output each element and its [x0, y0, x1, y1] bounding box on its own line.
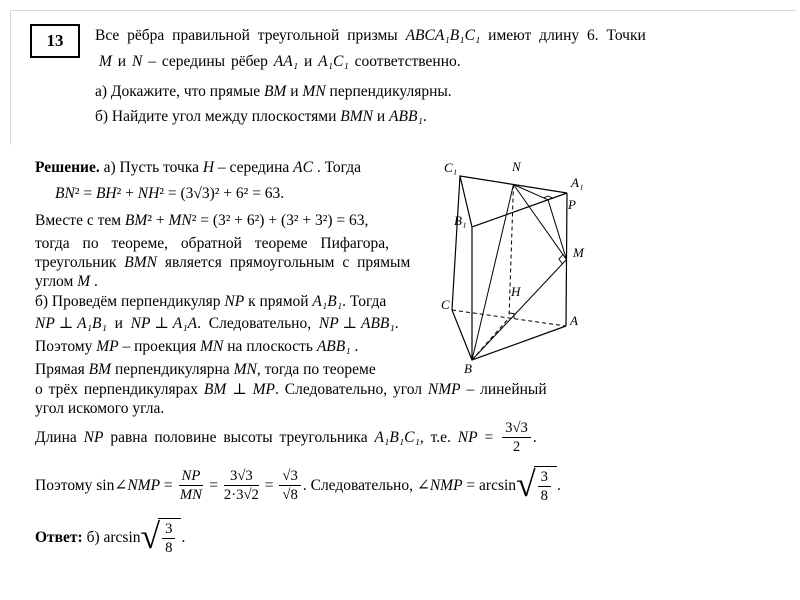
text-segment: NH [137, 185, 160, 202]
text-segment: ⊥ [338, 315, 361, 332]
problem-line-2 [99, 52, 461, 71]
text-segment: угол искомого угла. [35, 400, 165, 417]
vertex-label-c: C [441, 297, 450, 312]
text-segment: NMP [427, 381, 461, 398]
text-segment: . [90, 273, 98, 290]
text-segment: BM [88, 361, 112, 378]
text-segment: √3 [279, 468, 300, 486]
text-segment [534, 466, 557, 504]
text-segment: ABB₁ [389, 108, 423, 125]
text-segment: MN [233, 361, 257, 378]
problem-line-3 [95, 82, 452, 101]
text-segment: 3 [162, 521, 175, 539]
text-segment: ² = (3√3)² + 6² = 63. [159, 185, 285, 202]
text-segment: . [422, 108, 427, 125]
text-segment [158, 518, 181, 556]
text-segment: ABB₁ [361, 315, 395, 332]
text-segment: NP [318, 315, 339, 332]
text-segment: . Следовательно, угол [275, 381, 428, 398]
text-segment: Решение. [35, 159, 100, 176]
text-segment: и [106, 315, 131, 332]
solution-line-10 [35, 380, 547, 399]
text-segment: . Тогда [312, 159, 361, 176]
solution-line-8 [35, 337, 358, 356]
text-segment: соответственно. [348, 53, 461, 70]
solution-line-2 [35, 211, 368, 230]
text-segment: MP [96, 338, 119, 355]
text-segment: A₁B₁ [77, 315, 107, 332]
text-segment: √8 [282, 486, 298, 503]
text-segment: ⊥ [54, 315, 78, 332]
text-segment: MP [252, 381, 276, 398]
text-segment: Вместе с тем [35, 212, 125, 229]
problem-line-1 [95, 26, 646, 45]
text-segment: Поэтому [35, 338, 97, 355]
text-segment: ² + [147, 212, 169, 229]
text-segment: является прямоугольным с прямым [157, 254, 411, 271]
solution-line-3 [35, 234, 389, 253]
text-segment: NP [457, 429, 478, 446]
text-segment: = [477, 429, 501, 446]
text-segment [516, 466, 557, 504]
text-segment: ² = [74, 185, 96, 202]
text-segment: NP [83, 429, 104, 446]
text-segment: , т.е. [419, 429, 458, 446]
text-segment: ⊥ [150, 315, 173, 332]
text-segment: и [373, 108, 390, 125]
text-segment: A₁B₁C₁ [374, 429, 420, 446]
text-segment: имеют длину 6. Точки [480, 27, 646, 44]
text-segment: AC [293, 159, 313, 176]
vertex-label-h: H [511, 284, 521, 299]
text-segment [538, 469, 551, 504]
text-segment: BMN [124, 254, 157, 271]
vertex-label-b: B [464, 361, 472, 376]
left-border-line [10, 10, 11, 145]
text-segment: = [205, 476, 222, 494]
text-segment: . [556, 476, 561, 494]
text-segment: Ответ: [35, 528, 83, 546]
text-segment: . Тогда [342, 293, 387, 310]
solution-line-4 [35, 253, 410, 272]
text-segment: BM [203, 381, 227, 398]
text-segment: ² + [116, 185, 138, 202]
text-segment: NP [130, 315, 151, 332]
text-segment [179, 468, 204, 503]
text-segment: тогда по теореме, обратной теореме Пифагора, [35, 235, 390, 252]
text-segment: – середина [214, 159, 294, 176]
answer-line [35, 518, 185, 556]
vertex-label-a: A [570, 313, 578, 328]
top-border-line [10, 10, 796, 11]
text-segment: 3√3 [502, 420, 531, 438]
text-segment: NP [35, 315, 55, 332]
solution-equation-1 [55, 184, 284, 203]
text-segment: 3√3 [224, 468, 259, 486]
text-segment: ⊥ [226, 381, 253, 398]
vertex-label-b1: B₁ [454, 213, 467, 228]
text-segment: = [160, 476, 177, 494]
text-segment: 8 [165, 540, 173, 557]
text-segment: 2 [512, 439, 521, 456]
text-segment: . Следовательно, ∠ [302, 476, 430, 494]
text-segment: о трёх перпендикулярах [35, 381, 204, 398]
text-segment: . [181, 528, 186, 546]
text-segment: BH [95, 185, 117, 202]
text-segment: A₁C₁ [318, 53, 349, 70]
text-segment: . Следовательно, [197, 315, 319, 332]
text-segment: NP [179, 468, 204, 486]
text-segment: BM [263, 83, 287, 100]
text-segment: M [77, 273, 91, 290]
text-segment: треугольник [35, 254, 125, 271]
text-segment: MN [302, 83, 326, 100]
text-segment: а) Пусть точка [99, 159, 203, 176]
text-segment: = arcsin [462, 476, 517, 494]
text-segment: к прямой [244, 293, 313, 310]
text-segment: Все рёбра правильной треугольной призмы [95, 27, 406, 44]
text-segment: ABCA₁B₁C₁ [405, 27, 481, 44]
construction-lines [472, 185, 567, 361]
problem-line-4 [95, 107, 427, 126]
text-segment: перпендикулярны. [325, 83, 452, 100]
prism-figure [440, 158, 610, 378]
text-segment: ² = (3² + 6²) + (3² + 3²) = 63, [191, 212, 369, 229]
text-segment: NMP [127, 476, 161, 494]
text-segment: на плоскость [223, 338, 317, 355]
text-segment: BMN [340, 108, 373, 125]
solution-line-11 [35, 399, 164, 418]
text-segment: AA₁ [273, 53, 299, 70]
text-segment: M [99, 53, 112, 70]
text-segment: = [260, 476, 278, 494]
text-segment [279, 468, 300, 503]
text-segment: MN [168, 212, 192, 229]
text-segment: 2·3√2 [223, 486, 259, 503]
text-segment: а) Докажите, что прямые [95, 83, 264, 100]
vertex-label-p: P [568, 197, 576, 212]
vertex-label-m: M [573, 245, 584, 260]
text-segment: Длина [35, 429, 84, 446]
text-segment: 8 [540, 488, 548, 505]
solution-line-13 [35, 466, 561, 504]
text-segment: перпендикулярна [111, 361, 234, 378]
solution-line-6 [35, 292, 386, 311]
text-segment: Прямая [35, 361, 89, 378]
text-segment: N [131, 53, 143, 70]
text-segment: и [298, 53, 319, 70]
text-segment: – проекция [118, 338, 201, 355]
solution-line-7 [35, 314, 399, 333]
text-segment: . [350, 338, 359, 355]
vertex-label-n: N [512, 159, 521, 174]
solution-line-5 [35, 272, 98, 291]
right-angle-marks [509, 196, 563, 319]
problem-number-box [30, 24, 80, 58]
text-segment: . [394, 315, 399, 332]
text-segment: H [202, 159, 215, 176]
text-segment: BN [55, 185, 75, 202]
prism-edges [452, 176, 567, 360]
solution-line-1 [35, 158, 361, 177]
text-segment: MN [179, 486, 202, 503]
text-segment: A₁B₁ [312, 293, 343, 310]
vertex-label-c1: C₁ [444, 160, 458, 175]
text-segment: и [111, 53, 132, 70]
text-segment: б) Проведём перпендикуляр [35, 293, 225, 310]
text-segment: , тогда по теореме [256, 361, 376, 378]
text-segment: – линейный [460, 381, 547, 398]
hidden-edges [452, 185, 566, 361]
problem-number: 13 [46, 31, 64, 50]
text-segment: 3 [538, 469, 551, 487]
text-segment: . [532, 429, 537, 446]
text-segment: равна половине высоты треугольника [103, 429, 375, 446]
text-segment [224, 468, 259, 503]
text-segment: ABB₁ [316, 338, 351, 355]
text-segment [502, 420, 531, 455]
text-segment: б) Найдите угол между плоскостями [95, 108, 341, 125]
vertex-label-a1: A₁ [571, 175, 584, 190]
text-segment: углом [35, 273, 78, 290]
text-segment: NP [224, 293, 245, 310]
text-segment: A₁A [172, 315, 198, 332]
text-segment: Поэтому sin∠ [35, 476, 128, 494]
solution-line-9 [35, 360, 376, 379]
text-segment: √ [140, 516, 161, 557]
text-segment: б) arcsin [82, 528, 141, 546]
text-segment: и [286, 83, 303, 100]
text-segment: √ [516, 464, 536, 505]
text-segment [141, 518, 182, 556]
solution-line-12 [35, 420, 537, 455]
text-segment: NMP [429, 476, 463, 494]
text-segment: – середины рёбер [142, 53, 274, 70]
text-segment: BM [124, 212, 148, 229]
text-segment: MN [200, 338, 224, 355]
text-segment [162, 521, 175, 556]
